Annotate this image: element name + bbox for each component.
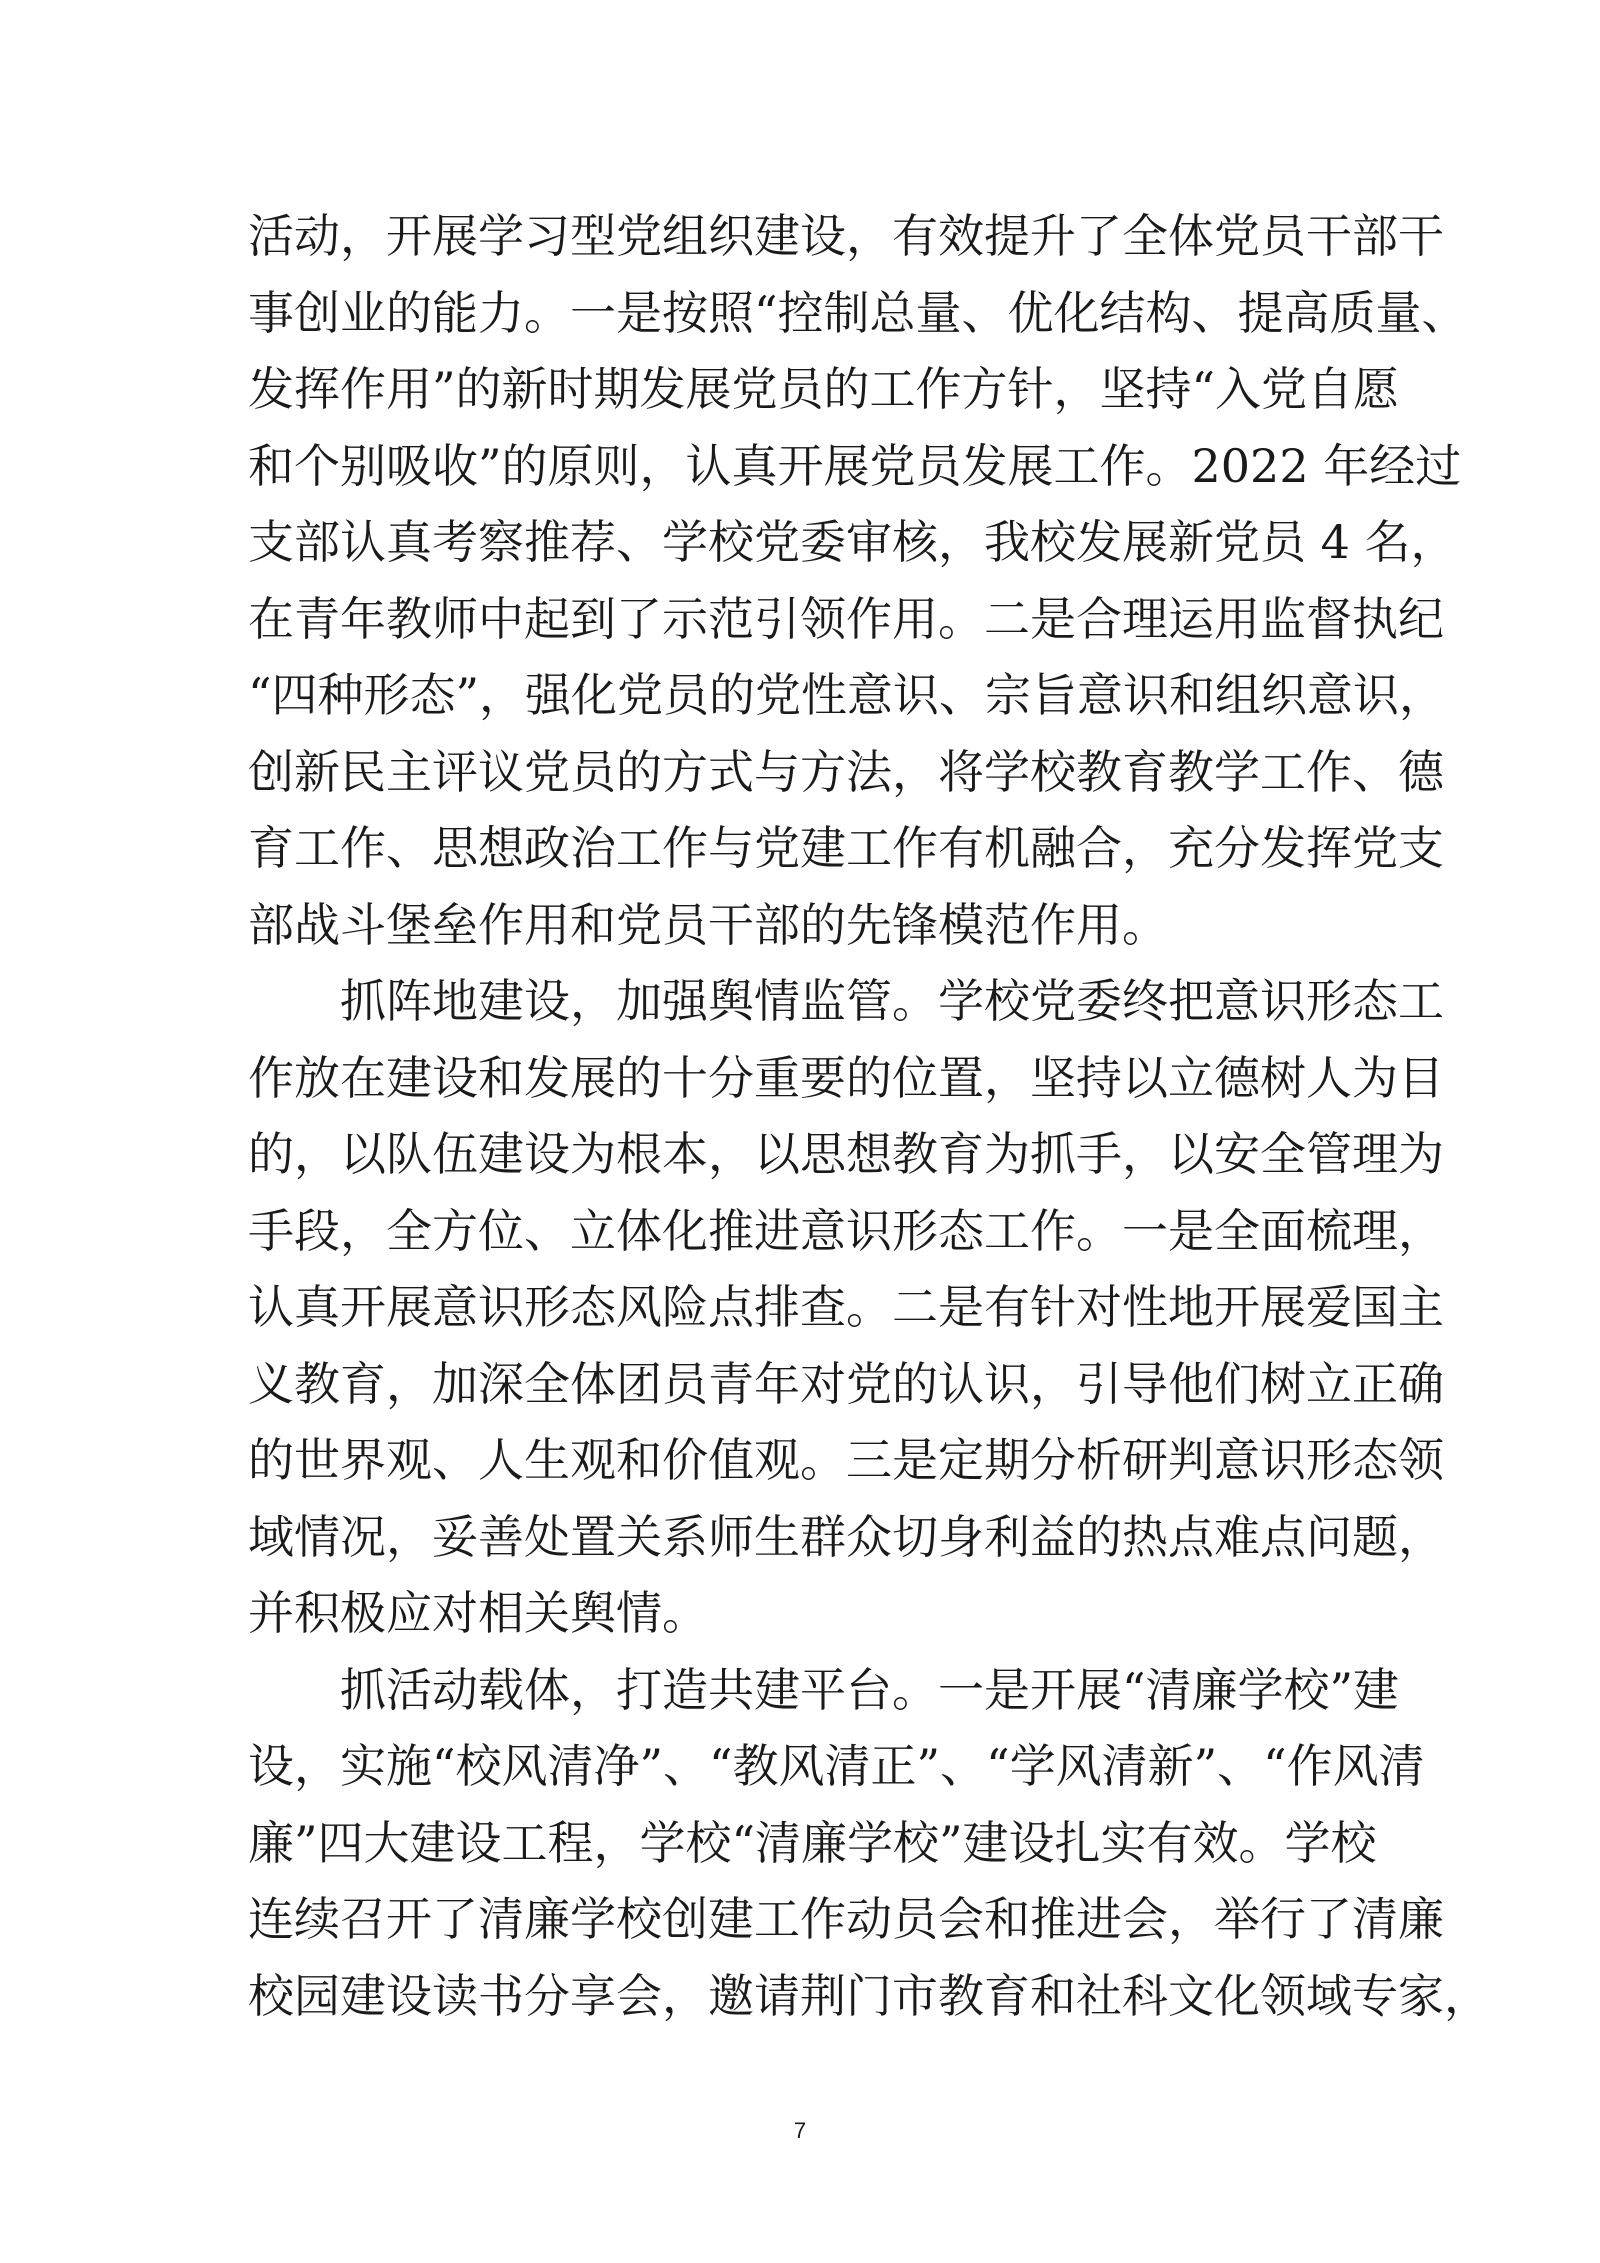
text-line: 并积极应对相关舆情。	[248, 1586, 708, 1640]
text-line: 育工作、思想政治工作与党建工作有机融合，充分发挥党支	[248, 821, 1444, 875]
text-line: 的世界观、人生观和价值观。三是定期分析研判意识形态领	[248, 1433, 1444, 1487]
text-line: 在青年教师中起到了示范引领作用。二是合理运用监督执纪	[248, 591, 1444, 646]
text-line: 作放在建设和发展的十分重要的位置，坚持以立德树人为目	[248, 1050, 1444, 1105]
page-number: 7	[793, 2118, 807, 2143]
text-line: 创新民主评议党员的方式与方法，将学校教育教学工作、德	[248, 744, 1444, 799]
text-line: 连续召开了清廉学校创建工作动员会和推进会，举行了清廉	[248, 1892, 1444, 1946]
text-line: 活动，开展学习型党组织建设，有效提升了全体党员干部干	[248, 209, 1444, 263]
text-line: 抓活动载体，打造共建平台。一是开展“清廉学校”建	[340, 1662, 1400, 1717]
text-line: 部战斗堡垒作用和党员干部的先锋模范作用。	[248, 897, 1168, 952]
text-line: 义教育，加深全体团员青年对党的认识，引导他们树立正确	[248, 1356, 1444, 1411]
text-line: 的，以队伍建设为根本，以思想教育为抓手，以安全管理为	[248, 1127, 1444, 1181]
text-line: 手段，全方位、立体化推进意识形态工作。一是全面梳理，	[248, 1203, 1444, 1258]
text-line: 发挥作用”的新时期发展党员的工作方针，坚持“入党自愿	[248, 362, 1400, 416]
text-line: 抓阵地建设，加强舆情监管。学校党委终把意识形态工	[340, 974, 1444, 1028]
text-line: 认真开展意识形态风险点排查。二是有针对性地开展爱国主	[248, 1280, 1444, 1334]
text-line: 域情况，妥善处置关系师生群众切身利益的热点难点问题，	[248, 1509, 1444, 1564]
text-line: 事创业的能力。一是按照“控制总量、优化结构、提高质量、	[248, 285, 1468, 340]
text-line: 廉”四大建设工程，学校“清廉学校”建设扎实有效。学校	[248, 1815, 1377, 1870]
text-line: 设，实施“校风清净”、“教风清正”、“学风清新”、“作风清	[248, 1739, 1425, 1793]
text-line: 和个别吸收”的原则，认真开展党员发展工作。2022 年经过	[248, 438, 1462, 493]
body-text	[248, 198, 1490, 2034]
text-line: 支部认真考察推荐、学校党委审核，我校发展新党员 4 名，	[248, 515, 1457, 569]
text-line: “四种形态”，强化党员的党性意识、宗旨意识和组织意识，	[248, 668, 1446, 722]
text-line: 校园建设读书分享会，邀请荆门市教育和社科文化领域专家，	[248, 1968, 1490, 2023]
